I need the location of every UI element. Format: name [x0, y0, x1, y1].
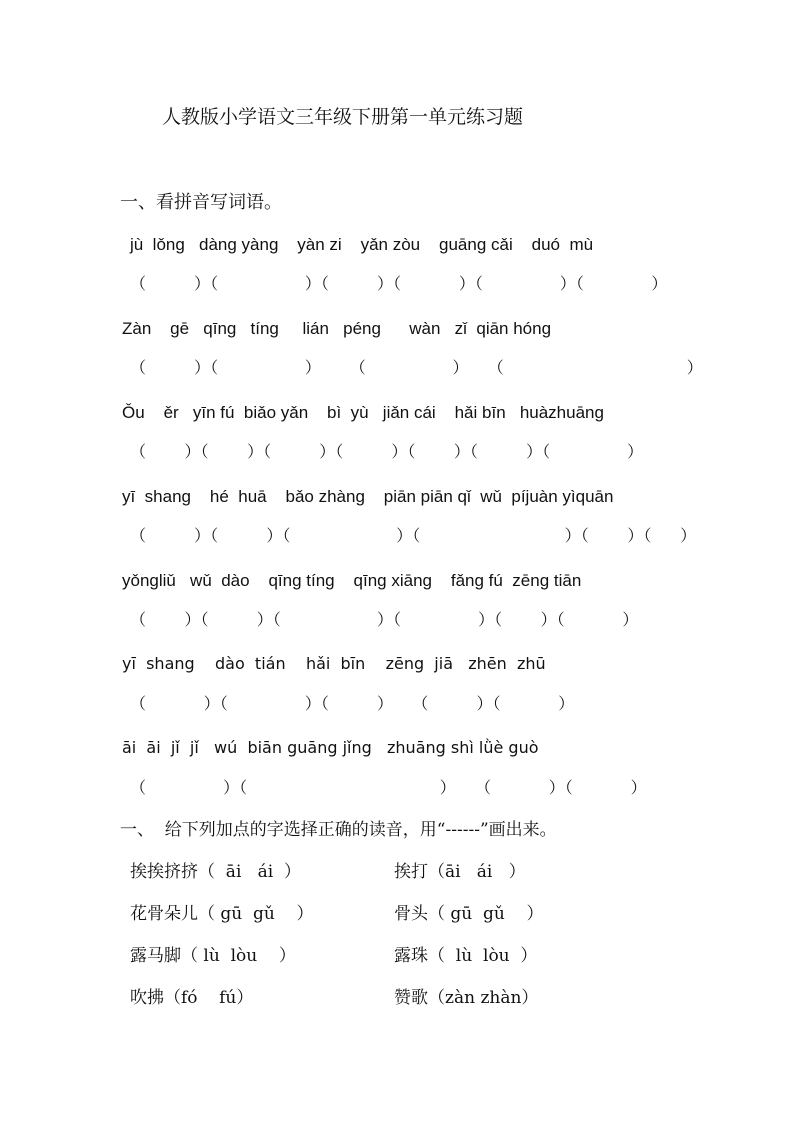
reading-item-right-3: 露珠（ lù lòu ）: [394, 946, 538, 966]
blank-row-5: （ ）（ ）（ ）（ ）（ ）（ ）: [130, 610, 639, 629]
reading-item-right-4: 赞歌（zàn zhàn）: [394, 988, 539, 1008]
blank-row-2: （ ）（ ） （ ） （ ）: [130, 358, 703, 377]
pinyin-row-4: yī shang hé huā bǎo zhàng piān piān qǐ wǔ píjuàn yìquān: [122, 487, 614, 506]
reading-item-left-1: 挨挨挤挤（ āi ái ）: [130, 862, 301, 882]
page-title: 人教版小学语文三年级下册第一单元练习题: [162, 106, 524, 128]
reading-item-right-2: 骨头（ gū gǔ ）: [394, 904, 544, 924]
pinyin-row-1: jù lǒng dàng yàng yàn zi yǎn zòu guāng cǎi duó mù: [130, 235, 594, 254]
reading-item-left-3: 露马脚（ lù lòu ）: [130, 946, 296, 966]
blank-row-4: （ ）（ ）（ ）（ ）（ ）（ ）: [130, 526, 697, 545]
pinyin-row-6: yī shang dào tián hǎi bīn zēng jiā zhēn zhū: [122, 654, 546, 673]
blank-row-1: （ ）（ ）（ ）（ ）（ ）（ ）: [130, 274, 668, 293]
reading-item-left-2: 花骨朵儿（ gū gǔ ）: [130, 904, 314, 924]
blank-row-3: （ ）（ ）（ ）（ ）（ ）（ ）（ ）: [130, 442, 644, 461]
pinyin-row-7: āi āi jǐ jǐ wú biān guāng jǐng zhuāng shì lǜè guò: [122, 738, 539, 757]
section-2-heading: 一、 给下列加点的字选择正确的读音，用“------”画出来。: [120, 820, 557, 840]
pinyin-row-5: yǒngliǔ wǔ dào qīng tíng qīng xiāng fǎng fú zēng tiān: [122, 571, 582, 590]
pinyin-row-3: Ǒu ěr yīn fú biǎo yǎn bì yù jiǎn cái hǎi bīn huàzhuāng: [122, 403, 604, 422]
blank-row-7: （ ）（ ） （ ）（ ）: [130, 778, 647, 797]
blank-row-6: （ ）（ ）（ ） （ ）（ ）: [130, 694, 575, 713]
section-1-heading: 一、看拼音写词语。: [120, 192, 282, 213]
pinyin-row-2: Zàn gē qīng tíng lián péng wàn zǐ qiān hóng: [122, 319, 552, 338]
reading-item-right-1: 挨打（āi ái ）: [394, 862, 526, 882]
reading-item-left-4: 吹拂（fó fú）: [130, 988, 254, 1008]
